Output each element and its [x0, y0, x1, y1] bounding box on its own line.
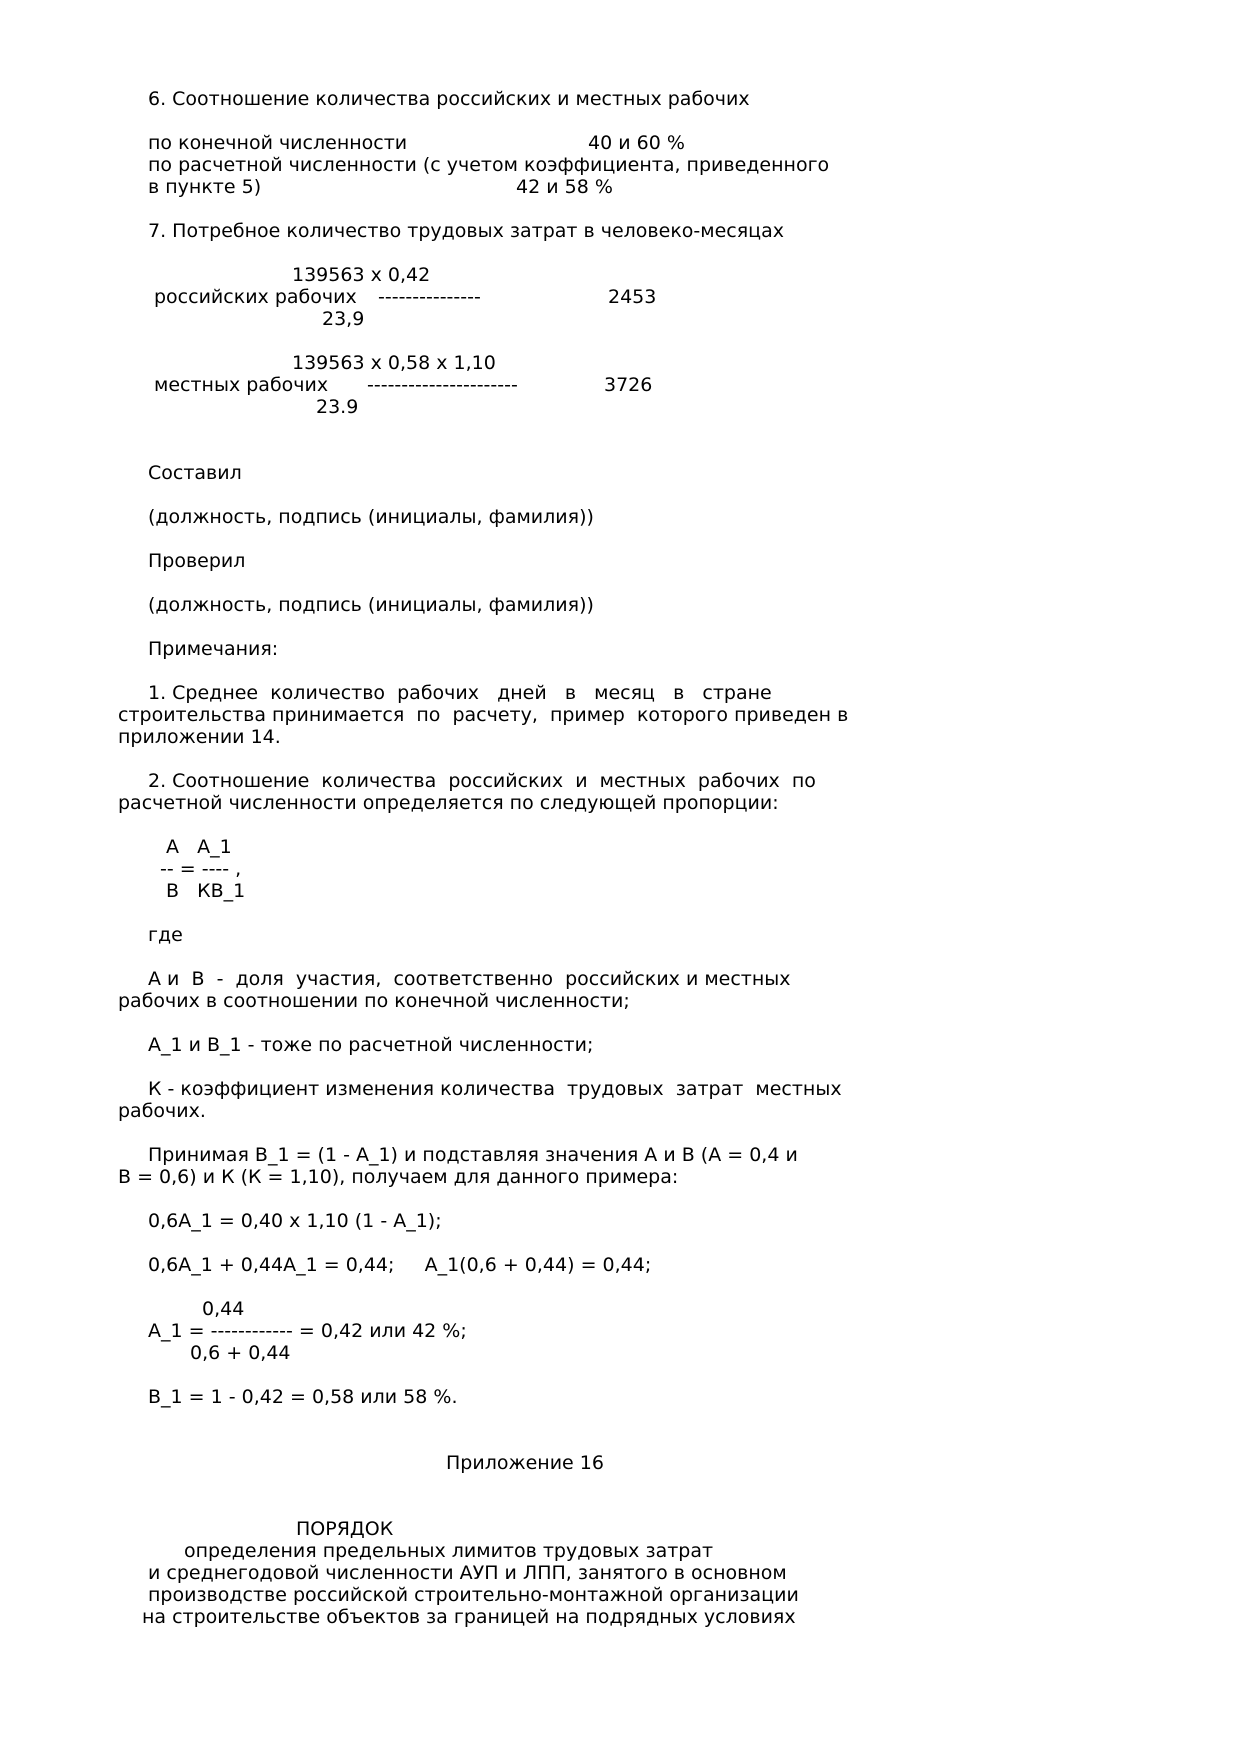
- definition-a1-b1: А_1 и В_1 - тоже по расчетной численности;: [148, 1034, 594, 1056]
- equation-4: В_1 = 1 - 0,42 = 0,58 или 58 %.: [148, 1386, 458, 1408]
- russian-numerator: 139563 х 0,42: [292, 264, 431, 286]
- local-denominator: 23.9: [316, 396, 359, 418]
- notes-title: Примечания:: [148, 638, 279, 660]
- equation-3-denominator: 0,6 + 0,44: [190, 1342, 291, 1364]
- local-label: местных рабочих: [154, 374, 329, 396]
- local-result: 3726: [604, 374, 653, 396]
- appendix-subtitle-2: и среднегодовой численности АУП и ЛПП, занятого в основном: [148, 1562, 787, 1584]
- definition-a-b-line1: А и В - доля участия, соответственно российских и местных: [148, 968, 791, 990]
- appendix-subtitle-1: определения предельных лимитов трудовых затрат: [184, 1540, 714, 1562]
- formula-denominators: В КВ_1: [166, 880, 246, 902]
- local-fraction-bar: ----------------------: [367, 374, 518, 396]
- appendix-title: ПОРЯДОК: [296, 1518, 394, 1540]
- note2-line1: 2. Соотношение количества российских и местных рабочих по: [148, 770, 816, 792]
- appendix-label: Приложение 16: [446, 1452, 604, 1474]
- compiled-by-signature-line: (должность, подпись (инициалы, фамилия)): [148, 506, 594, 528]
- formula-bars: -- = ---- ,: [160, 858, 242, 880]
- definition-k-line1: К - коэффициент изменения количества трудовых затрат местных: [148, 1078, 842, 1100]
- equation-3-numerator: 0,44: [202, 1298, 245, 1320]
- substitution-line1: Принимая В_1 = (1 - А_1) и подставляя значения А и В (А = 0,4 и: [148, 1144, 798, 1166]
- final-count-value: 40 и 60 %: [588, 132, 685, 154]
- russian-label: российских рабочих: [154, 286, 357, 308]
- appendix-subtitle-4: на строительстве объектов за границей на подрядных условиях: [142, 1606, 796, 1628]
- formula-numerators: А А_1: [166, 836, 232, 858]
- calc-count-label-1: по расчетной численности (с учетом коэффициента, приведенного: [148, 154, 830, 176]
- note1-line2: строительства принимается по расчету, пример которого приведен в: [118, 704, 849, 726]
- final-count-label: по конечной численности: [148, 132, 408, 154]
- equation-1: 0,6А_1 = 0,40 х 1,10 (1 - А_1);: [148, 1210, 442, 1232]
- checked-by-signature-line: (должность, подпись (инициалы, фамилия)): [148, 594, 594, 616]
- local-numerator: 139563 х 0,58 х 1,10: [292, 352, 496, 374]
- russian-denominator: 23,9: [322, 308, 365, 330]
- russian-result: 2453: [608, 286, 657, 308]
- calc-count-value: 42 и 58 %: [516, 176, 613, 198]
- note1-line1: 1. Среднее количество рабочих дней в месяц в стране: [148, 682, 772, 704]
- equation-2: 0,6А_1 + 0,44А_1 = 0,44; А_1(0,6 + 0,44) = 0,44;: [148, 1254, 652, 1276]
- definition-a-b-line2: рабочих в соотношении по конечной численности;: [118, 990, 630, 1012]
- checked-by-label: Проверил: [148, 550, 246, 572]
- calc-count-label-2: в пункте 5): [148, 176, 262, 198]
- where-label: где: [148, 924, 183, 946]
- definition-k-line2: рабочих.: [118, 1100, 206, 1122]
- substitution-line2: В = 0,6) и К (К = 1,10), получаем для данного примера:: [118, 1166, 679, 1188]
- russian-fraction-bar: ---------------: [378, 286, 481, 308]
- appendix-subtitle-3: производстве российской строительно-монтажной организации: [148, 1584, 799, 1606]
- note2-line2: расчетной численности определяется по следующей пропорции:: [118, 792, 779, 814]
- note1-line3: приложении 14.: [118, 726, 281, 748]
- section6-heading: 6. Соотношение количества российских и местных рабочих: [148, 88, 750, 110]
- compiled-by-label: Составил: [148, 462, 242, 484]
- section7-heading: 7. Потребное количество трудовых затрат в человеко-месяцах: [148, 220, 784, 242]
- equation-3: А_1 = ------------ = 0,42 или 42 %;: [148, 1320, 467, 1342]
